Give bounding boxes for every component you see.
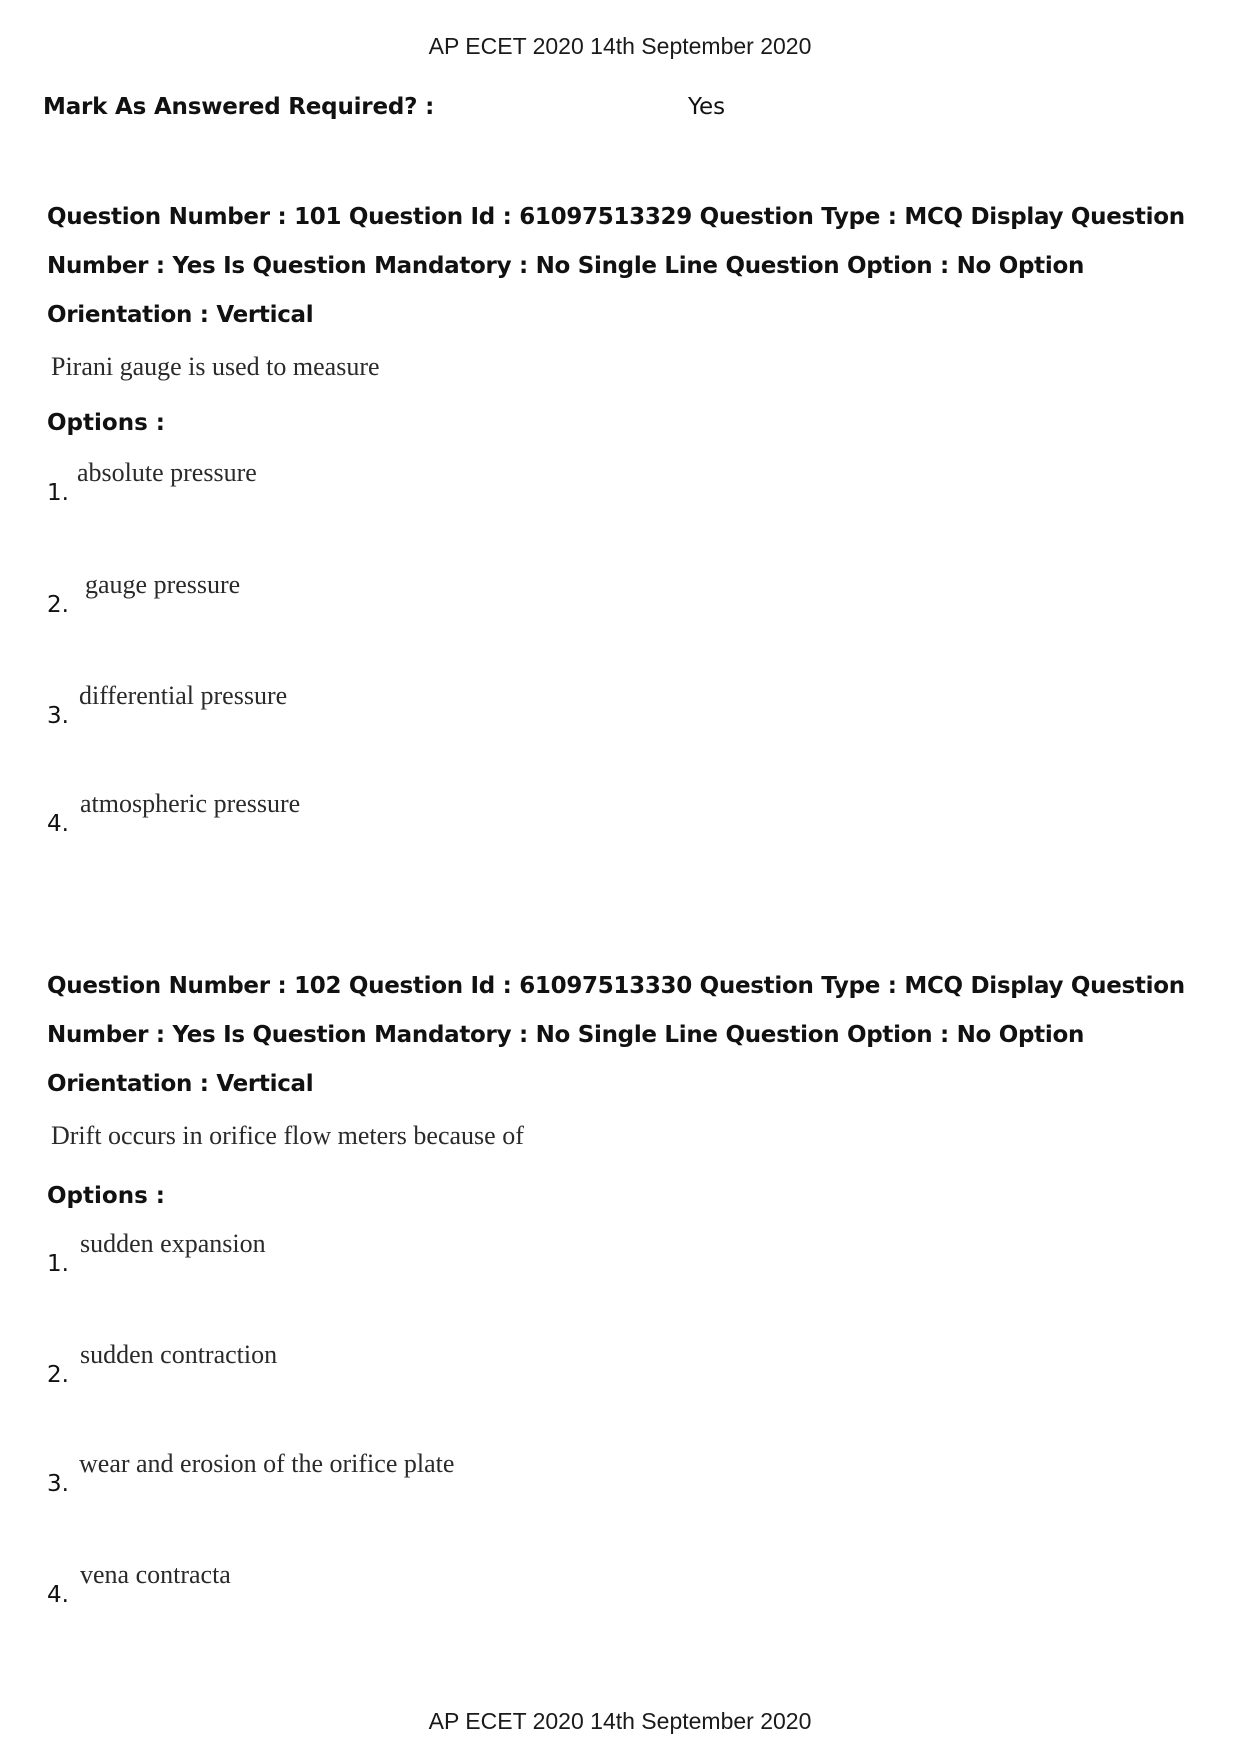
option-number: 1.	[47, 1251, 69, 1277]
option-number: 4.	[47, 1582, 69, 1608]
option-item	[47, 1229, 747, 1279]
option-item	[47, 458, 747, 508]
option-item	[47, 789, 747, 839]
option-item	[47, 1340, 747, 1390]
page-header: AP ECET 2020 14th September 2020	[428, 33, 812, 59]
option-item	[47, 1560, 747, 1610]
question-meta-line: Number : Yes Is Question Mandatory : No Single Line Question Option : No Option	[47, 1022, 1085, 1048]
question-meta-line: Orientation : Vertical	[47, 1071, 314, 1097]
options-heading: Options :	[47, 1183, 165, 1209]
option-text: vena contracta	[80, 1560, 231, 1589]
option-item	[47, 570, 747, 620]
option-number: 4.	[47, 811, 69, 837]
option-number: 3.	[47, 703, 69, 729]
page-footer: AP ECET 2020 14th September 2020	[428, 1708, 812, 1734]
option-text: wear and erosion of the orifice plate	[79, 1449, 455, 1478]
option-text: differential pressure	[79, 681, 288, 710]
option-text: atmospheric pressure	[80, 789, 301, 818]
option-number: 1.	[47, 480, 69, 506]
option-item	[47, 1449, 747, 1499]
option-item	[47, 681, 747, 731]
option-text: sudden expansion	[80, 1229, 266, 1258]
option-text: gauge pressure	[85, 570, 241, 599]
question-meta-line: Question Number : 102 Question Id : 61097513330 Question Type : MCQ Display Question	[47, 973, 1185, 999]
question-text: Drift occurs in orifice flow meters because of	[51, 1121, 524, 1150]
question-text: Pirani gauge is used to measure	[51, 352, 380, 381]
question-meta-line: Number : Yes Is Question Mandatory : No Single Line Question Option : No Option	[47, 253, 1085, 279]
mark-as-answered-label: Mark As Answered Required? :	[43, 94, 435, 120]
question-meta-line: Question Number : 101 Question Id : 61097513329 Question Type : MCQ Display Question	[47, 204, 1185, 230]
option-number: 2.	[47, 1362, 69, 1388]
option-text: absolute pressure	[77, 458, 257, 487]
option-number: 3.	[47, 1471, 69, 1497]
mark-as-answered-value: Yes	[688, 94, 726, 120]
options-heading: Options :	[47, 410, 165, 436]
option-text: sudden contraction	[80, 1340, 278, 1369]
question-meta-line: Orientation : Vertical	[47, 302, 314, 328]
option-number: 2.	[47, 592, 69, 618]
